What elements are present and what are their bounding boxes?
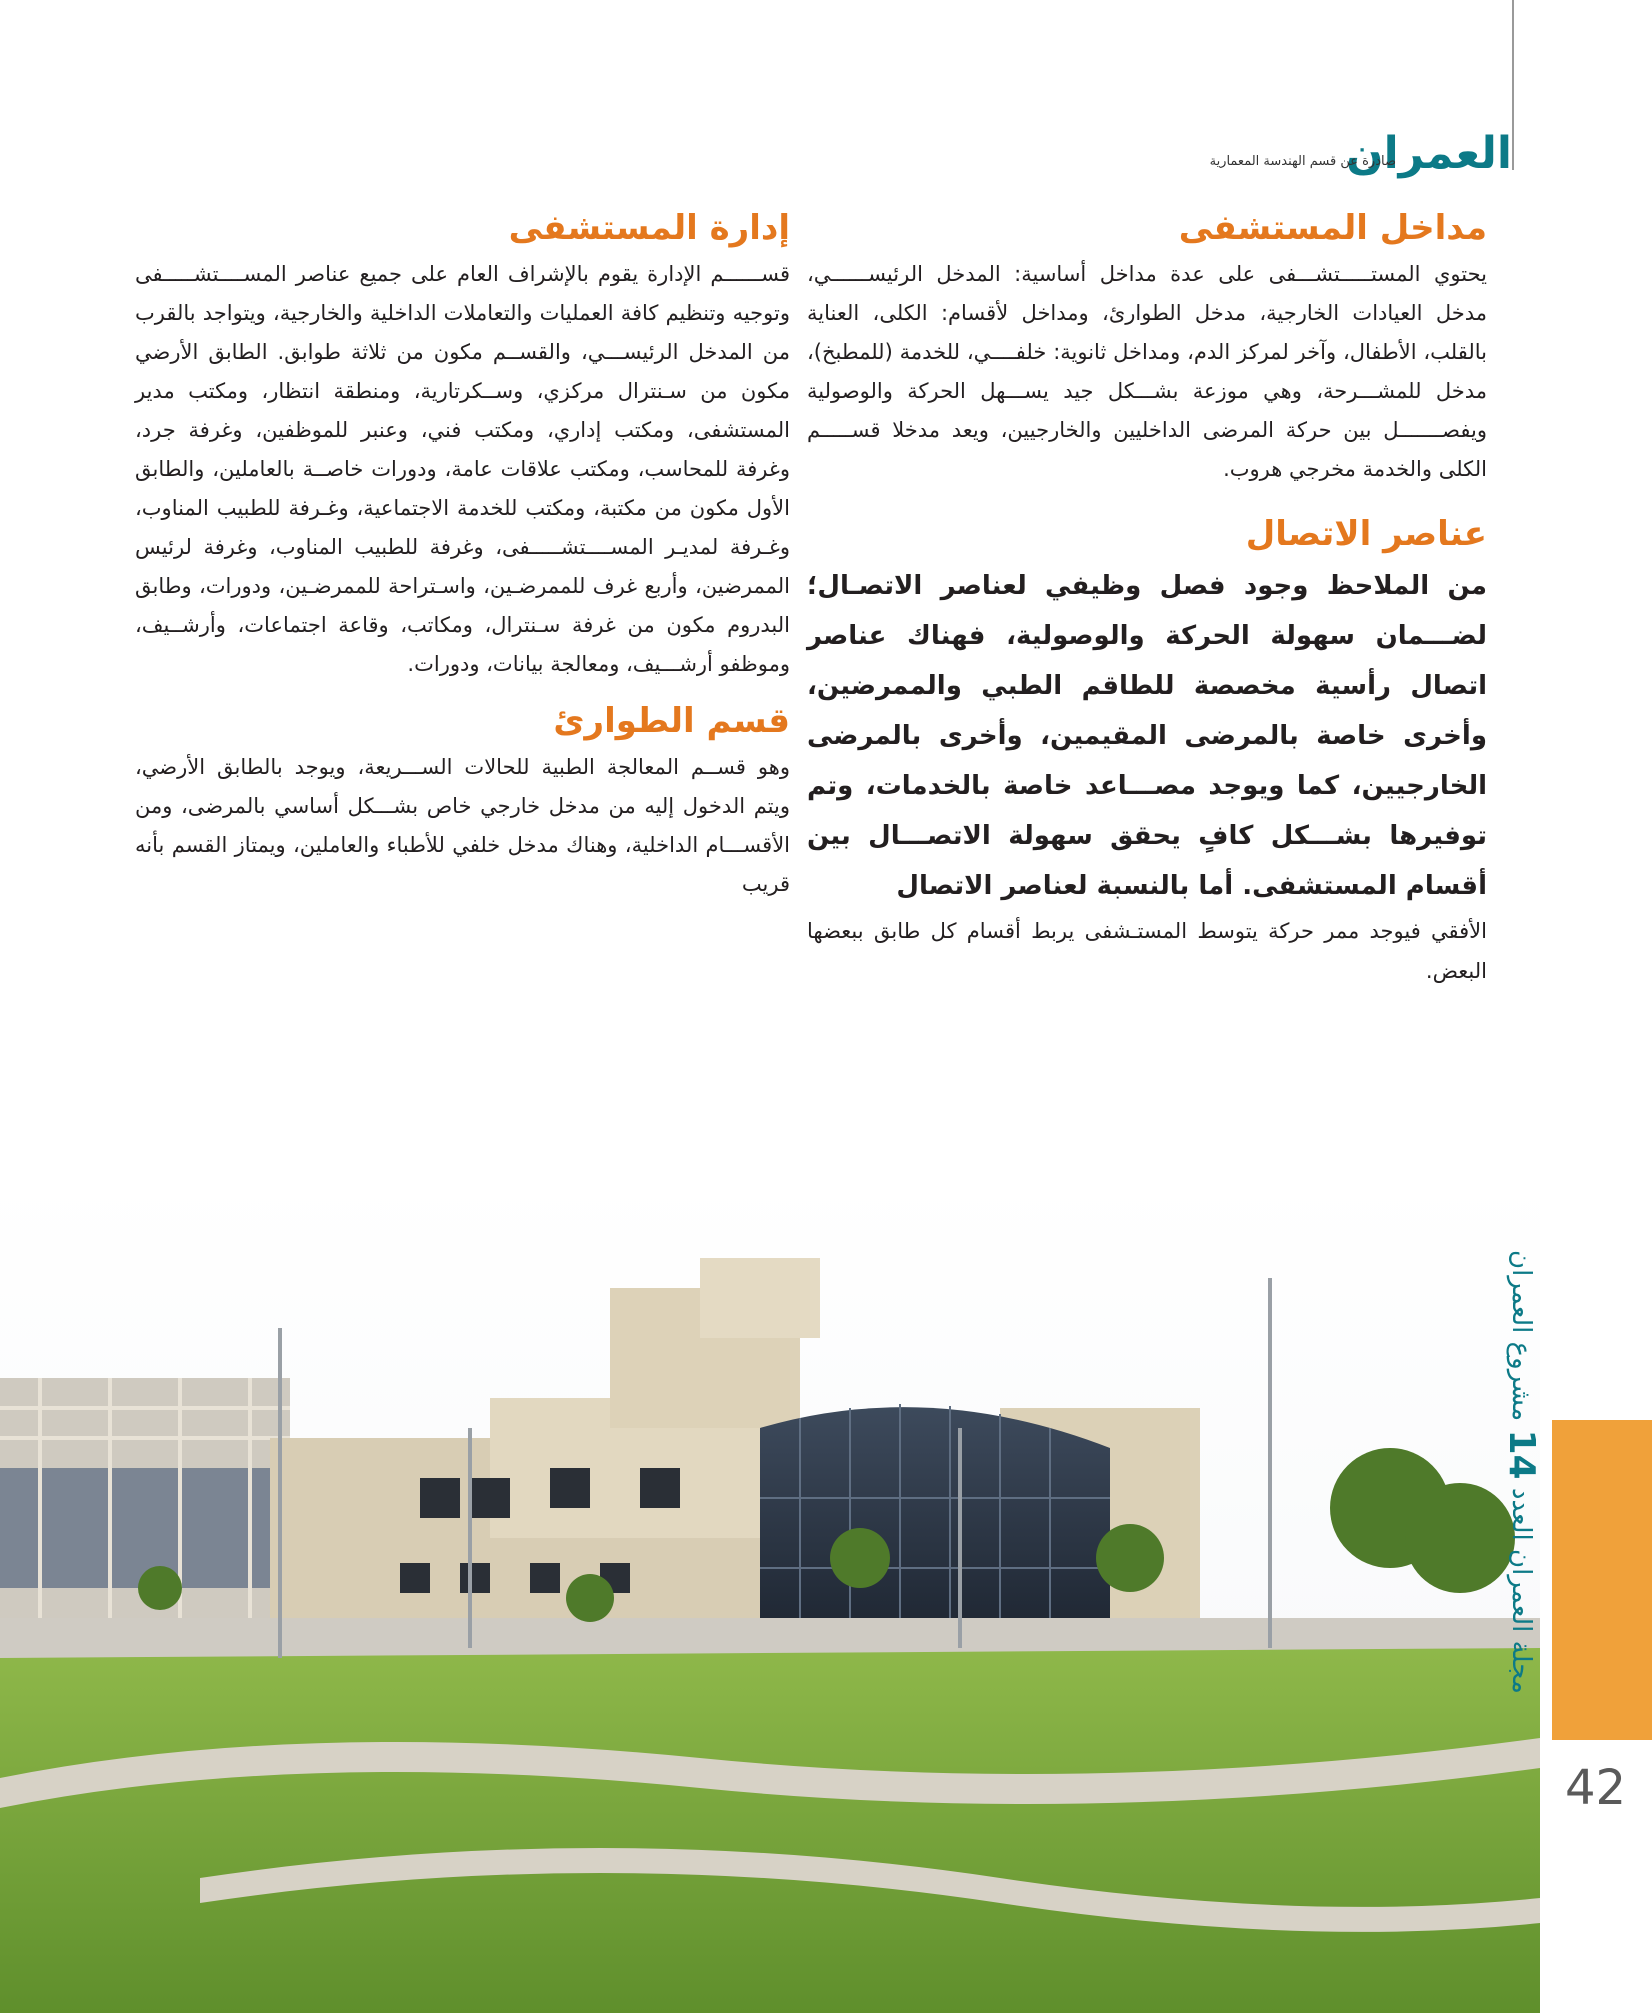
entrances-heading: مداخل المستشفى bbox=[1178, 208, 1487, 248]
connection-body-small: الأفقي فيوجد ممر حركة يتوسط المستـشفى يربط أقسام كل طابق ببعضها البعض. bbox=[807, 919, 1487, 983]
connection-heading: عناصر الاتصال bbox=[1245, 514, 1487, 554]
administration-heading: إدارة المستشفى bbox=[508, 208, 790, 248]
issue-sidebar bbox=[1500, 1250, 1542, 1770]
masthead-subtitle: صادرة عن قسم الهندسة المعمارية bbox=[1209, 154, 1396, 169]
emergency-heading: قسم الطوارئ bbox=[553, 701, 790, 741]
issue-number: 14 bbox=[1501, 1429, 1542, 1480]
page-number: 42 bbox=[1565, 1760, 1627, 1816]
left-column bbox=[135, 205, 790, 904]
hospital-photo bbox=[0, 1178, 1540, 2013]
connection-body-large: من الملاحظ وجود فصل وظيفي لعناصر الاتصـال؛ لضـــمان سهولة الحركة والوصولية، فهناك عناصر اتصال رأسية مخصصة للطاقم الطبي والممرضين، وأخرى خاصة بالمرضى المقيمين، وأخرى بالمرضى الخارجيين، كما ويوجد مصـــاعد خاصة بالخدمات، وتم توفيرها بشـــكل كافٍ يحقق سهولة الاتصـــال بين أقسام المستشفى. أما بالنسبة لعناصر الاتصال bbox=[807, 571, 1487, 901]
header-divider bbox=[1512, 0, 1514, 170]
emergency-body: وهو قســم المعالجة الطبية للحالات الســـريعة، ويوجد بالطابق الأرضي، ويتم الدخول إليه من مدخل خارجي خاص بشـــكل أساسي بالمرضى، ومن الأقســـام الداخلية، وهناك مدخل خلفي للأطباء والعاملين، ويمتاز القسم بأنه قريب bbox=[135, 755, 790, 896]
right-column bbox=[807, 205, 1487, 991]
issue-color-strip bbox=[1552, 1420, 1652, 1740]
magazine-logo: العمران bbox=[1346, 128, 1512, 179]
entrances-body: يحتوي المستـــــتشـــفى على عدة مداخل أساسية: المدخل الرئيســــــي، مدخل العيادات الخارجية، مدخل الطوارئ، ومداخل لأقسام: الكلى، العناية بالقلب، الأطفال، وآخر لمركز الدم، ومداخل ثانوية: خلفــــي، للخدمة (للمطبخ)، مدخل للمشـــرحة، وهي موزعة بشـــكل جيد يســـهل الحركة والوصولية ويفصـــــــل بين حركة المرضى الداخليين والخارجيين، ويعد مدخلا قســـــم الكلى والخدمة مخرجي هروب. bbox=[807, 262, 1487, 481]
issue-prefix: مجلة العمران العدد bbox=[1506, 1487, 1536, 1694]
administration-body: قســــــم الإدارة يقوم بالإشراف العام على جميع عناصر المســــتشـــــفى وتوجيه وتنظيم كافة العمليات والتعاملات الداخلية والخارجية، ويتواجد بالقرب من المدخل الرئيســـي، والقســم مكون من ثلاثة طوابق. الطابق الأرضي مكون من سـنترال مركزي، وســكرتارية، ومنطقة انتظار، ومكتب مدير المستشفى، ومكتب إداري، ومكتب فني، وعنبر للموظفين، وغرفة جرد، وغرفة للمحاسب، ومكتب علاقات عامة، ودورات خاصــة بالعاملين، والطابق الأول مكون من مكتبة، ومكتب للخدمة الاجتماعية، وغـرفة للطبيب المناوب، وغـرفة لمديـر المســــتشـــــفى، وغرفة للطبيب المناوب، وغرفة لرئيس الممرضين، وأربع غرف للممرضـين، واسـتراحة للممرضـين، ودورات، وطابق البدروم مكون من غرفة سـنترال، ومكاتب، وقاعة اجتماعات، وأرشــيف، وموظفو أرشـــيف، ومعالجة بيانات، ودورات. bbox=[135, 262, 790, 676]
issue-suffix: مشروع العمران bbox=[1506, 1250, 1536, 1422]
masthead bbox=[1112, 128, 1512, 179]
